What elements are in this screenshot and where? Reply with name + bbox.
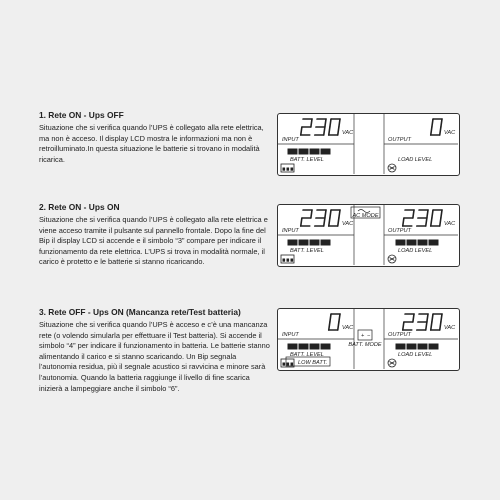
lcd-panel-3: [278, 309, 458, 369]
output-label: OUTPUT: [388, 137, 411, 143]
lcd-digit-segment: [338, 322, 339, 330]
battery-level-bar: [310, 149, 319, 154]
load-level-bar: [407, 240, 416, 245]
battery-level-label: BATT. LEVEL: [290, 157, 324, 163]
lcd-digit-segment: [339, 210, 340, 218]
lcd-digit-segment: [432, 119, 433, 127]
output-label: OUTPUT: [388, 228, 411, 234]
section-body: Situazione che si verifica quando l’UPS è collegato alla rete elettrica e viene acceso tramite il pulsante sul pannello frontale. Dopo la fine del Bip il display LCD si accende e il simbolo “3” compare per indicare il funzionamento da rete elettrica. L’UPS si trova in modalità normale, il carico è protetto e le batterie si stanno ricaricando.: [39, 215, 268, 267]
lcd-digit-segment: [325, 210, 326, 218]
lcd-digit-segment: [324, 218, 325, 226]
lcd-digit-segment: [329, 322, 330, 330]
section-2: [39, 202, 271, 268]
lcd-digit-segment: [441, 210, 442, 218]
lcd-panel-1: [278, 114, 458, 174]
battery-level-bar: [288, 149, 297, 154]
lcd-digit-segment: [330, 119, 331, 127]
lcd-digit-segment: [338, 127, 339, 135]
battery-level-bar: [321, 149, 330, 154]
lcd-digit-segment: [440, 218, 441, 226]
lcd-display-3: [277, 308, 460, 371]
input-label: INPUT: [282, 228, 299, 234]
lcd-digit-segment: [431, 218, 432, 226]
load-fan-icon-blades: [390, 362, 395, 365]
battery-level-bar: [299, 149, 308, 154]
output-unit: VAC: [444, 130, 456, 136]
battery-level-label: BATT. LEVEL: [290, 248, 324, 254]
load-level-bar: [396, 149, 405, 154]
load-level-label: LOAD LEVEL: [398, 248, 433, 254]
lcd-digit-segment: [432, 314, 433, 322]
load-level-bar: [429, 149, 438, 154]
section-title: 3. Rete OFF - Ups ON (Mancanza rete/Test batteria): [39, 307, 241, 317]
load-level-bar: [407, 344, 416, 349]
battery-level-bar: [321, 240, 330, 245]
battery-level-bar: [288, 344, 297, 349]
section-title: 1. Rete ON - Ups OFF: [39, 110, 124, 120]
load-level-bar: [407, 149, 416, 154]
lcd-digit-segment: [324, 127, 325, 135]
lcd-digit-segment: [339, 119, 340, 127]
lcd-digit-segment: [325, 119, 326, 127]
lcd-digit-segment: [431, 322, 432, 330]
section-title: 2. Rete ON - Ups ON: [39, 202, 120, 212]
input-label: INPUT: [282, 332, 299, 338]
lcd-digit-segment: [301, 218, 302, 226]
lcd-digit-segment: [426, 322, 427, 330]
battery-icon-cell: [291, 168, 294, 171]
lcd-digit-segment: [426, 218, 427, 226]
load-level-bar: [418, 149, 427, 154]
battery-level-bar: [310, 240, 319, 245]
batt-mode-label: BATT. MODE: [348, 342, 382, 348]
lcd-display-2: [277, 204, 460, 267]
low-batt-label: LOW BATT.: [298, 360, 328, 366]
lcd-digit-segment: [338, 218, 339, 226]
load-level-bar: [396, 344, 405, 349]
battery-icon-cell: [283, 259, 286, 262]
load-level-bar: [418, 344, 427, 349]
batt-mode-plus: +: [361, 333, 365, 339]
lcd-digit-segment: [431, 127, 432, 135]
ac-mode-label: AC MODE: [352, 213, 379, 219]
lcd-digit-segment: [440, 127, 441, 135]
lcd-digit-segment: [427, 210, 428, 218]
battery-icon-cell: [287, 168, 290, 171]
lcd-digit-segment: [311, 119, 312, 127]
lcd-digit-segment: [311, 210, 312, 218]
lcd-digit-segment: [330, 314, 331, 322]
lcd-digit-segment: [440, 322, 441, 330]
lcd-digit-segment: [403, 218, 404, 226]
battery-icon-cell: [291, 259, 294, 262]
battery-icon-cell: [283, 168, 286, 171]
output-label: OUTPUT: [388, 332, 411, 338]
input-unit: VAC: [342, 325, 354, 331]
input-unit: VAC: [342, 221, 354, 227]
lcd-digit-segment: [403, 322, 404, 330]
battery-icon-cell: [287, 363, 290, 366]
lcd-digit-segment: [432, 210, 433, 218]
battery-level-bar: [288, 240, 297, 245]
battery-level-bar: [310, 344, 319, 349]
lcd-digit-segment: [427, 314, 428, 322]
lcd-digit-segment: [413, 210, 414, 218]
battery-level-bar: [321, 344, 330, 349]
section-body: Situazione che si verifica quando l’UPS è acceso e c’è una mancanza rete (o volendo simularla per effettuare il Test batteria). Si accende il simbolo “4” per indicare il funzionamento in batteria. Le batterie stanno alimentando il carico e si stanno scaricando. Un Bip segnala l’autonomia residua, più il segnale acustico si ravvicina e minore sarà l’autonomia. Quando la batteria raggiunge il livello di fine scarica inizierà a lampeggiare anche il simbolo “6”.: [39, 320, 270, 393]
lcd-digit-segment: [329, 127, 330, 135]
load-fan-icon-blades: [390, 258, 395, 261]
load-level-bar: [429, 240, 438, 245]
output-unit: VAC: [444, 221, 456, 227]
lcd-panel-2: [278, 205, 458, 265]
load-level-bar: [429, 344, 438, 349]
section-1: [39, 110, 271, 165]
input-label: INPUT: [282, 137, 299, 143]
section-3: [39, 307, 271, 394]
load-fan-icon-blades: [390, 167, 395, 170]
battery-icon-cell: [291, 363, 294, 366]
output-unit: VAC: [444, 325, 456, 331]
battery-level-bar: [299, 240, 308, 245]
lcd-display-1: [277, 113, 460, 176]
lcd-digit-segment: [330, 210, 331, 218]
lcd-digit-segment: [339, 314, 340, 322]
battery-icon-cell: [283, 363, 286, 366]
section-body: Situazione che si verifica quando l’UPS è collegato alla rete elettrica, ma non è acceso. Il display LCD mostra le informazioni ma non è retroilluminato.In questa situazione le batterie si trovano in modalità ricarica.: [39, 123, 264, 164]
load-level-bar: [396, 240, 405, 245]
load-level-label: LOAD LEVEL: [398, 352, 433, 358]
battery-level-bar: [299, 344, 308, 349]
lcd-digit-segment: [441, 314, 442, 322]
lcd-digit-segment: [413, 314, 414, 322]
load-level-label: LOAD LEVEL: [398, 157, 433, 163]
lcd-digit-segment: [441, 119, 442, 127]
batt-mode-minus: −: [367, 333, 371, 339]
battery-icon-cell: [287, 259, 290, 262]
lcd-digit-segment: [301, 127, 302, 135]
battery-level-label: BATT. LEVEL: [290, 352, 324, 358]
load-level-bar: [418, 240, 427, 245]
input-unit: VAC: [342, 130, 354, 136]
lcd-digit-segment: [329, 218, 330, 226]
